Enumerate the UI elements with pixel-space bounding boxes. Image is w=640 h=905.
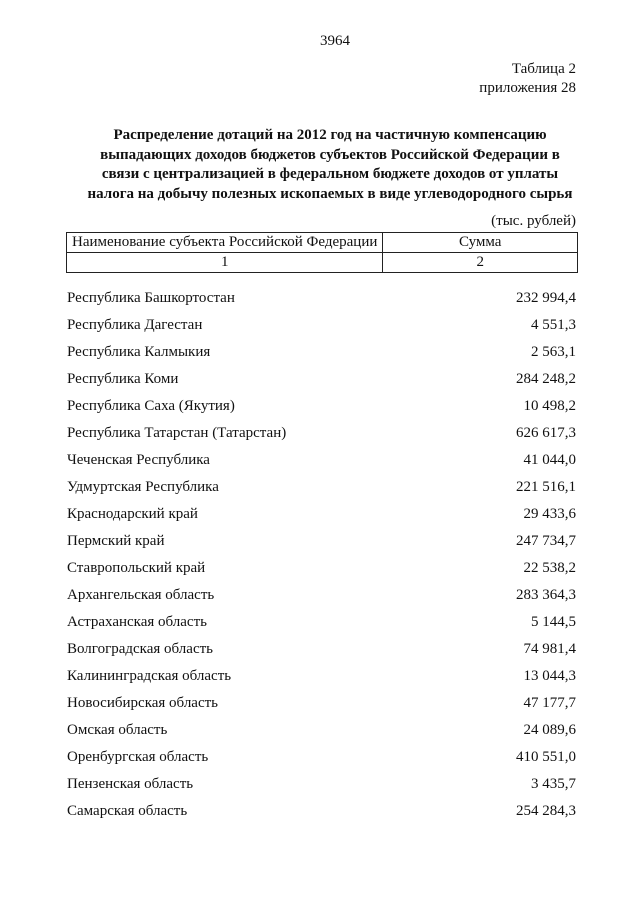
subsidy-amount: 41 044,0	[523, 452, 576, 468]
subsidy-amount: 283 364,3	[516, 587, 576, 603]
table-ref-line-2: приложения 28	[479, 80, 576, 96]
title-line-3: связи с централизацией в федеральном бюджете доходов от уплаты	[101, 166, 559, 182]
table-row	[67, 721, 576, 748]
subsidy-amount: 232 994,4	[516, 290, 576, 306]
subsidy-amount: 410 551,0	[516, 749, 576, 765]
column-number-2: 2	[383, 253, 578, 273]
subsidy-amount: 247 734,7	[516, 533, 576, 549]
table-row	[67, 424, 576, 451]
table-row	[67, 613, 576, 640]
region-name: Республика Дагестан	[67, 317, 203, 333]
page-number: 3964	[320, 33, 350, 49]
subsidy-amount: 3 435,7	[531, 776, 576, 792]
subsidy-amount: 13 044,3	[523, 668, 576, 684]
table-reference	[479, 60, 576, 98]
header-row	[67, 233, 578, 253]
table-row	[67, 559, 576, 586]
subsidy-amount: 29 433,6	[523, 506, 576, 522]
table-row	[67, 289, 576, 316]
table-row	[67, 370, 576, 397]
units-label: (тыс. рублей)	[491, 213, 576, 229]
region-name: Самарская область	[67, 803, 188, 819]
table-row	[67, 640, 576, 667]
table-row	[67, 586, 576, 613]
subsidy-amount: 22 538,2	[523, 560, 576, 576]
title-line-4: налога на добычу полезных ископаемых в виде углеводородного сырья	[87, 185, 573, 202]
region-name: Новосибирская область	[67, 695, 219, 711]
region-name: Республика Татарстан (Татарстан)	[67, 425, 287, 441]
table-row	[67, 748, 576, 775]
column-number-row	[67, 253, 578, 273]
table-row	[67, 532, 576, 559]
subsidy-amount: 10 498,2	[523, 398, 576, 414]
region-name: Удмуртская Республика	[67, 479, 219, 495]
subsidy-amount: 4 551,3	[531, 317, 576, 333]
region-name: Пензенская область	[67, 776, 194, 792]
table-row	[67, 694, 576, 721]
region-name: Чеченская Республика	[67, 452, 210, 468]
region-name: Астраханская область	[67, 614, 207, 630]
region-name: Архангельская область	[67, 587, 215, 603]
table-row	[67, 802, 576, 829]
table-row	[67, 397, 576, 424]
subsidy-amount: 47 177,7	[523, 695, 576, 711]
region-name: Республика Башкортостан	[67, 290, 235, 306]
table-ref-line-1: Таблица 2	[511, 61, 576, 77]
region-name: Республика Саха (Якутия)	[67, 398, 235, 414]
region-name: Республика Коми	[67, 371, 179, 387]
subsidy-amount: 24 089,6	[523, 722, 576, 738]
table-row	[67, 343, 576, 370]
region-name: Республика Калмыкия	[67, 344, 211, 360]
subsidy-amount: 254 284,3	[516, 803, 576, 819]
region-name: Ставропольский край	[67, 560, 206, 576]
title-line-1: Распределение дотаций на 2012 год на частичную компенсацию	[113, 127, 547, 143]
region-name: Волгоградская область	[67, 641, 213, 657]
table-row	[67, 478, 576, 505]
table-row	[67, 667, 576, 694]
table-row	[67, 451, 576, 478]
region-name: Омская область	[67, 722, 168, 738]
region-name: Оренбургская область	[67, 749, 209, 765]
table-row	[67, 316, 576, 343]
region-name: Калининградская область	[67, 668, 232, 684]
subsidy-amount: 221 516,1	[516, 479, 576, 495]
table-body	[67, 289, 576, 829]
region-name: Пермский край	[67, 533, 165, 549]
subsidy-amount: 5 144,5	[531, 614, 576, 630]
subsidy-amount: 74 981,4	[523, 641, 576, 657]
subsidy-amount: 2 563,1	[531, 344, 576, 360]
document-title	[60, 126, 600, 204]
title-line-2: выпадающих доходов бюджетов субъектов Российской Федерации в	[100, 146, 560, 163]
subsidy-amount: 284 248,2	[516, 371, 576, 387]
table-row	[67, 775, 576, 802]
column-number-1: 1	[67, 253, 383, 273]
header-sum-column: Сумма	[383, 233, 578, 253]
table-header	[66, 232, 578, 273]
subsidy-amount: 626 617,3	[516, 425, 576, 441]
table-row	[67, 505, 576, 532]
region-name: Краснодарский край	[67, 506, 198, 522]
header-name-column: Наименование субъекта Российской Федерации	[67, 233, 383, 253]
